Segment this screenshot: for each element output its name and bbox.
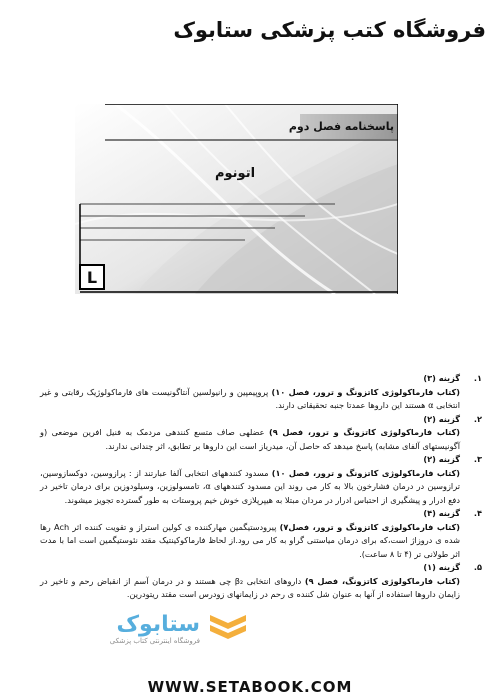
answer-text: پیرودستیگمین مهارکننده ی کولین استراز و تقویت کننده اثر Ach رها شده ی دروزاژ است،که برای درمان میاستنی گراو به کار می رود.از لحاظ فارماکوکینتیک مقتد نئوستیگمین است اما با مدت اثر طولانی تر (۴ تا ۸ ساعت). xyxy=(40,521,460,559)
answer-text: عضلهی صاف متسع کنندهی مردمک به فنیل افرین موضعی (و آگونیستهای آلفای مشابه) پاسخ میدهد که حاصل آن، میدریاز است این داروها بر تطابق، اثر چندانی ندارند. xyxy=(40,427,460,451)
answer-text: مسدود کنندههای انتخابی آلفا عبارتند از : پرازوسین، دوکسازوسین، ترازوسین در درمان فشارخون بالا به کار می روند این مسدود کنندههای α، تامسولوزین، وسیلودوزین برای درمان تاخیر در دفع ادرار و پیشگیری از احتباس ادرار در مردان مبتلا به هیپرپلازی خوش خیم پروستات به طور گسترده تجویز میشوند. xyxy=(40,467,460,505)
question-number: ۵. xyxy=(473,562,482,572)
answer-option: گزینه (۳) xyxy=(423,373,460,383)
store-title: فروشگاه کتب پزشکی ستابوک xyxy=(173,18,486,42)
question-number: ۱. xyxy=(473,373,482,383)
website-url[interactable]: WWW.SETABOOK.COM xyxy=(147,678,353,696)
answer-source: (کتاب فارماکولوژی کاتزونگ، فصل ۹) xyxy=(304,575,460,586)
answer-option: گزینه (۱) xyxy=(423,562,460,572)
answer-source: (کتاب فارماکولوژی کاتزونگ و ترور، فصل ۱۰) xyxy=(271,386,460,397)
answer-item xyxy=(40,413,482,454)
answer-source: (کتاب فارماکولوژی کاتزونگ و ترور، فصل ۹) xyxy=(268,427,460,437)
answer-item xyxy=(40,507,482,561)
answer-text: پروپیمپین و رانیولسین آنتاگونیست های فارماکولوژیک رقابتی و غیر انتخابی α هستند این داروها عمدتا جنبه تحقیقاتی دارند. xyxy=(40,386,460,410)
chapter-letter-badge: L xyxy=(79,264,105,290)
answer-list xyxy=(40,372,482,602)
svg-text:ستابوک: ستابوک xyxy=(116,612,200,637)
answer-option: گزینه (۴) xyxy=(423,508,460,518)
answer-source: (کتاب فارماکولوژی کاتزونگ و ترور، فصل ۱۰) xyxy=(271,467,460,478)
answer-option: گزینه (۲) xyxy=(423,413,460,424)
svg-text:فروشگاه اینترنتی کتاب پزشکی: فروشگاه اینترنتی کتاب پزشکی xyxy=(109,637,200,645)
answer-option: گزینه (۲) xyxy=(423,454,460,464)
answer-text: داروهای انتخابی β₂ چی هستند و در درمان آسم از انقباض رحم و تاخیر در زایمان داروها استفاده از آنها به عنوان شل کننده ی رحم در زایمانهای زودرس است مقتد ریتودرین. xyxy=(40,575,460,599)
answer-item xyxy=(40,561,482,602)
setabook-watermark-logo xyxy=(40,607,260,647)
chapter-subtitle: اتونوم xyxy=(215,166,256,181)
answer-source: (کتاب فارماکولوژی کاتزونگ و ترور، فصل۷) xyxy=(279,521,460,532)
question-number: ۴. xyxy=(473,508,482,518)
answer-item xyxy=(40,372,482,413)
question-number: ۲. xyxy=(473,413,482,424)
answer-item xyxy=(40,453,482,507)
chapter-banner xyxy=(75,104,398,294)
chapter-title: پاسخنامه فصل دوم xyxy=(288,120,394,133)
question-number: ۳. xyxy=(473,454,482,464)
